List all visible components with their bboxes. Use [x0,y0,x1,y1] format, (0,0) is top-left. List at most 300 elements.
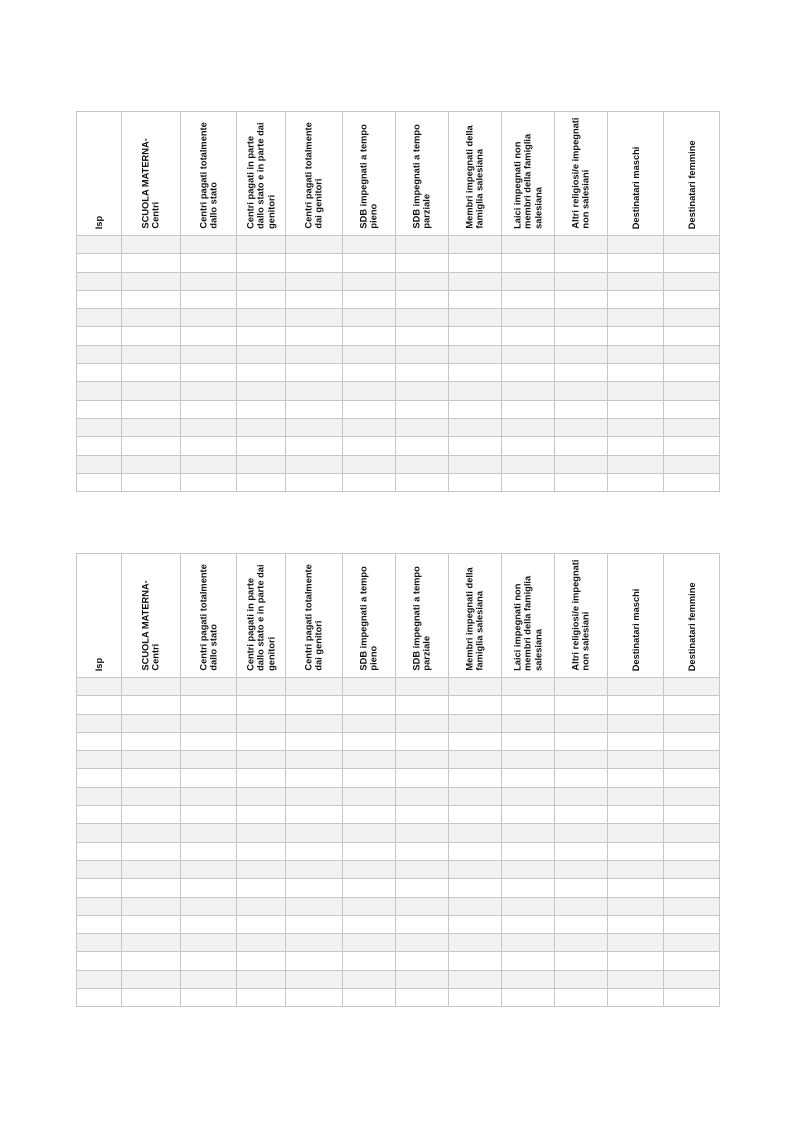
table-cell[interactable] [77,714,122,732]
table-cell[interactable] [122,400,181,418]
table-cell[interactable] [237,455,286,473]
table-cell[interactable] [502,254,555,272]
table-cell[interactable] [122,860,181,878]
table-cell[interactable] [343,236,396,254]
table-cell[interactable] [286,860,343,878]
table-cell[interactable] [122,970,181,988]
table-cell[interactable] [343,897,396,915]
table-cell[interactable] [608,437,664,455]
table-cell[interactable] [502,732,555,750]
table-cell[interactable] [343,309,396,327]
table-cell[interactable] [286,806,343,824]
table-cell[interactable] [77,272,122,290]
table-cell[interactable] [396,787,449,805]
table-cell[interactable] [608,952,664,970]
table-cell[interactable] [555,254,608,272]
table-cell[interactable] [237,272,286,290]
table-cell[interactable] [502,272,555,290]
table-cell[interactable] [181,696,237,714]
table-cell[interactable] [122,806,181,824]
table-cell[interactable] [122,714,181,732]
table-cell[interactable] [343,364,396,382]
table-cell[interactable] [396,860,449,878]
table-cell[interactable] [449,382,502,400]
table-cell[interactable] [181,236,237,254]
table-cell[interactable] [608,418,664,436]
table-cell[interactable] [343,382,396,400]
table-cell[interactable] [502,824,555,842]
table-cell[interactable] [237,934,286,952]
table-cell[interactable] [122,290,181,308]
table-cell[interactable] [286,437,343,455]
table-cell[interactable] [664,678,720,696]
table-cell[interactable] [608,290,664,308]
table-cell[interactable] [237,769,286,787]
table-cell[interactable] [237,751,286,769]
table-cell[interactable] [181,437,237,455]
table-cell[interactable] [77,915,122,933]
table-cell[interactable] [343,327,396,345]
table-cell[interactable] [502,915,555,933]
table-cell[interactable] [122,418,181,436]
table-cell[interactable] [181,860,237,878]
table-cell[interactable] [343,824,396,842]
table-cell[interactable] [122,678,181,696]
table-cell[interactable] [343,989,396,1007]
table-cell[interactable] [181,952,237,970]
table-cell[interactable] [181,364,237,382]
table-cell[interactable] [664,787,720,805]
table-cell[interactable] [77,897,122,915]
table-cell[interactable] [608,714,664,732]
table-cell[interactable] [502,751,555,769]
table-cell[interactable] [396,364,449,382]
table-cell[interactable] [286,879,343,897]
table-cell[interactable] [502,364,555,382]
table-cell[interactable] [555,806,608,824]
table-cell[interactable] [664,879,720,897]
table-cell[interactable] [664,769,720,787]
table-cell[interactable] [237,714,286,732]
table-cell[interactable] [502,769,555,787]
table-cell[interactable] [608,309,664,327]
table-cell[interactable] [502,842,555,860]
table-cell[interactable] [343,290,396,308]
table-cell[interactable] [664,290,720,308]
table-cell[interactable] [237,473,286,491]
table-cell[interactable] [122,272,181,290]
table-cell[interactable] [555,418,608,436]
table-cell[interactable] [502,473,555,491]
table-cell[interactable] [555,915,608,933]
table-cell[interactable] [237,897,286,915]
table-cell[interactable] [343,437,396,455]
table-cell[interactable] [122,473,181,491]
table-cell[interactable] [449,897,502,915]
table-cell[interactable] [237,418,286,436]
table-cell[interactable] [122,732,181,750]
table-cell[interactable] [664,382,720,400]
table-cell[interactable] [555,696,608,714]
table-cell[interactable] [608,272,664,290]
table-cell[interactable] [286,678,343,696]
table-cell[interactable] [122,952,181,970]
table-cell[interactable] [122,364,181,382]
table-cell[interactable] [396,473,449,491]
table-cell[interactable] [555,952,608,970]
table-cell[interactable] [396,879,449,897]
table-cell[interactable] [555,732,608,750]
table-cell[interactable] [122,769,181,787]
table-cell[interactable] [181,455,237,473]
table-cell[interactable] [664,952,720,970]
table-cell[interactable] [608,970,664,988]
table-cell[interactable] [664,714,720,732]
table-cell[interactable] [664,236,720,254]
table-cell[interactable] [664,897,720,915]
table-cell[interactable] [555,989,608,1007]
table-cell[interactable] [502,382,555,400]
table-cell[interactable] [608,879,664,897]
table-cell[interactable] [396,678,449,696]
table-cell[interactable] [286,842,343,860]
table-cell[interactable] [77,989,122,1007]
table-cell[interactable] [77,696,122,714]
table-cell[interactable] [502,455,555,473]
table-cell[interactable] [77,309,122,327]
table-cell[interactable] [449,254,502,272]
table-cell[interactable] [608,254,664,272]
table-cell[interactable] [343,473,396,491]
table-cell[interactable] [502,879,555,897]
table-cell[interactable] [396,970,449,988]
table-cell[interactable] [555,897,608,915]
table-cell[interactable] [237,327,286,345]
table-cell[interactable] [608,842,664,860]
table-cell[interactable] [502,787,555,805]
table-cell[interactable] [122,824,181,842]
table-cell[interactable] [343,751,396,769]
table-cell[interactable] [181,751,237,769]
table-cell[interactable] [608,860,664,878]
table-cell[interactable] [122,915,181,933]
table-cell[interactable] [449,769,502,787]
table-cell[interactable] [664,860,720,878]
table-cell[interactable] [608,400,664,418]
table-cell[interactable] [608,678,664,696]
table-cell[interactable] [286,897,343,915]
table-cell[interactable] [664,327,720,345]
table-cell[interactable] [555,769,608,787]
table-cell[interactable] [237,236,286,254]
table-cell[interactable] [286,934,343,952]
table-cell[interactable] [122,254,181,272]
table-cell[interactable] [396,934,449,952]
table-cell[interactable] [608,327,664,345]
table-cell[interactable] [181,272,237,290]
table-cell[interactable] [77,879,122,897]
table-cell[interactable] [449,327,502,345]
table-cell[interactable] [77,769,122,787]
table-cell[interactable] [343,678,396,696]
table-cell[interactable] [555,272,608,290]
table-cell[interactable] [502,437,555,455]
table-cell[interactable] [608,382,664,400]
table-cell[interactable] [502,678,555,696]
table-cell[interactable] [122,897,181,915]
table-cell[interactable] [449,860,502,878]
table-cell[interactable] [396,382,449,400]
table-cell[interactable] [449,842,502,860]
table-cell[interactable] [449,309,502,327]
table-cell[interactable] [343,714,396,732]
table-cell[interactable] [77,860,122,878]
table-cell[interactable] [181,309,237,327]
table-cell[interactable] [449,989,502,1007]
table-cell[interactable] [181,842,237,860]
table-cell[interactable] [396,345,449,363]
table-cell[interactable] [555,842,608,860]
table-cell[interactable] [396,272,449,290]
table-cell[interactable] [286,787,343,805]
table-cell[interactable] [396,952,449,970]
table-cell[interactable] [122,382,181,400]
table-cell[interactable] [286,732,343,750]
table-cell[interactable] [343,272,396,290]
table-cell[interactable] [237,678,286,696]
table-cell[interactable] [77,787,122,805]
table-cell[interactable] [502,714,555,732]
table-cell[interactable] [555,364,608,382]
table-cell[interactable] [396,989,449,1007]
table-cell[interactable] [77,327,122,345]
table-cell[interactable] [664,842,720,860]
table-cell[interactable] [396,290,449,308]
table-cell[interactable] [286,327,343,345]
table-cell[interactable] [286,400,343,418]
table-cell[interactable] [555,309,608,327]
table-cell[interactable] [181,879,237,897]
table-cell[interactable] [396,769,449,787]
table-cell[interactable] [286,364,343,382]
table-cell[interactable] [77,236,122,254]
table-cell[interactable] [286,418,343,436]
table-cell[interactable] [237,254,286,272]
table-cell[interactable] [237,989,286,1007]
table-cell[interactable] [396,842,449,860]
table-cell[interactable] [555,824,608,842]
table-cell[interactable] [449,732,502,750]
table-cell[interactable] [181,915,237,933]
table-cell[interactable] [122,236,181,254]
table-cell[interactable] [343,254,396,272]
table-cell[interactable] [181,806,237,824]
table-cell[interactable] [396,254,449,272]
table-cell[interactable] [343,787,396,805]
table-cell[interactable] [502,934,555,952]
table-cell[interactable] [449,952,502,970]
table-cell[interactable] [608,806,664,824]
table-cell[interactable] [343,934,396,952]
table-cell[interactable] [555,970,608,988]
table-cell[interactable] [122,327,181,345]
table-cell[interactable] [237,860,286,878]
table-cell[interactable] [286,254,343,272]
table-cell[interactable] [237,364,286,382]
table-cell[interactable] [396,236,449,254]
table-cell[interactable] [396,437,449,455]
table-cell[interactable] [396,327,449,345]
table-cell[interactable] [449,879,502,897]
table-cell[interactable] [286,751,343,769]
table-cell[interactable] [664,751,720,769]
table-cell[interactable] [449,751,502,769]
table-cell[interactable] [555,455,608,473]
table-cell[interactable] [449,400,502,418]
table-cell[interactable] [122,751,181,769]
table-cell[interactable] [664,696,720,714]
table-cell[interactable] [237,952,286,970]
table-cell[interactable] [181,400,237,418]
table-cell[interactable] [122,437,181,455]
table-cell[interactable] [77,751,122,769]
table-cell[interactable] [449,272,502,290]
table-cell[interactable] [237,309,286,327]
table-cell[interactable] [77,400,122,418]
table-cell[interactable] [449,696,502,714]
table-cell[interactable] [343,952,396,970]
table-cell[interactable] [237,879,286,897]
table-cell[interactable] [286,382,343,400]
table-cell[interactable] [286,970,343,988]
table-cell[interactable] [237,400,286,418]
table-cell[interactable] [237,806,286,824]
table-cell[interactable] [77,678,122,696]
table-cell[interactable] [502,290,555,308]
table-cell[interactable] [77,382,122,400]
table-cell[interactable] [396,915,449,933]
table-cell[interactable] [664,806,720,824]
table-cell[interactable] [502,806,555,824]
table-cell[interactable] [286,714,343,732]
table-cell[interactable] [502,989,555,1007]
table-cell[interactable] [396,732,449,750]
table-cell[interactable] [77,842,122,860]
table-cell[interactable] [608,989,664,1007]
table-cell[interactable] [555,382,608,400]
table-cell[interactable] [555,934,608,952]
table-cell[interactable] [343,970,396,988]
table-cell[interactable] [181,934,237,952]
table-cell[interactable] [343,769,396,787]
table-cell[interactable] [449,934,502,952]
table-cell[interactable] [343,345,396,363]
table-cell[interactable] [122,879,181,897]
table-cell[interactable] [664,455,720,473]
table-cell[interactable] [343,806,396,824]
table-cell[interactable] [502,309,555,327]
table-cell[interactable] [181,897,237,915]
table-cell[interactable] [396,806,449,824]
table-cell[interactable] [449,290,502,308]
table-cell[interactable] [181,254,237,272]
table-cell[interactable] [77,345,122,363]
table-cell[interactable] [286,952,343,970]
table-cell[interactable] [502,897,555,915]
table-cell[interactable] [449,236,502,254]
table-cell[interactable] [237,437,286,455]
table-cell[interactable] [664,934,720,952]
table-cell[interactable] [77,254,122,272]
table-cell[interactable] [343,879,396,897]
table-cell[interactable] [608,934,664,952]
table-cell[interactable] [449,806,502,824]
table-cell[interactable] [181,290,237,308]
table-cell[interactable] [608,732,664,750]
table-cell[interactable] [122,842,181,860]
table-cell[interactable] [77,418,122,436]
table-cell[interactable] [77,290,122,308]
table-cell[interactable] [181,382,237,400]
table-cell[interactable] [396,455,449,473]
table-cell[interactable] [608,787,664,805]
table-cell[interactable] [502,327,555,345]
table-cell[interactable] [396,897,449,915]
table-cell[interactable] [181,787,237,805]
table-cell[interactable] [449,915,502,933]
table-cell[interactable] [343,860,396,878]
table-cell[interactable] [181,714,237,732]
table-cell[interactable] [608,769,664,787]
table-cell[interactable] [664,345,720,363]
table-cell[interactable] [502,696,555,714]
table-cell[interactable] [181,732,237,750]
table-cell[interactable] [286,769,343,787]
table-cell[interactable] [286,473,343,491]
table-cell[interactable] [555,714,608,732]
table-cell[interactable] [237,842,286,860]
table-cell[interactable] [555,327,608,345]
table-cell[interactable] [181,345,237,363]
table-cell[interactable] [237,696,286,714]
table-cell[interactable] [555,751,608,769]
table-cell[interactable] [181,769,237,787]
table-cell[interactable] [343,418,396,436]
table-cell[interactable] [396,418,449,436]
table-cell[interactable] [396,696,449,714]
table-cell[interactable] [555,473,608,491]
table-cell[interactable] [608,897,664,915]
table-cell[interactable] [286,236,343,254]
table-cell[interactable] [449,714,502,732]
table-cell[interactable] [555,236,608,254]
table-cell[interactable] [77,473,122,491]
table-cell[interactable] [664,473,720,491]
table-cell[interactable] [343,915,396,933]
table-cell[interactable] [286,989,343,1007]
table-cell[interactable] [77,934,122,952]
table-cell[interactable] [664,732,720,750]
table-cell[interactable] [664,437,720,455]
table-cell[interactable] [608,751,664,769]
table-cell[interactable] [608,455,664,473]
table-cell[interactable] [122,696,181,714]
table-cell[interactable] [286,272,343,290]
table-cell[interactable] [237,915,286,933]
table-cell[interactable] [555,345,608,363]
table-cell[interactable] [608,824,664,842]
table-cell[interactable] [449,345,502,363]
